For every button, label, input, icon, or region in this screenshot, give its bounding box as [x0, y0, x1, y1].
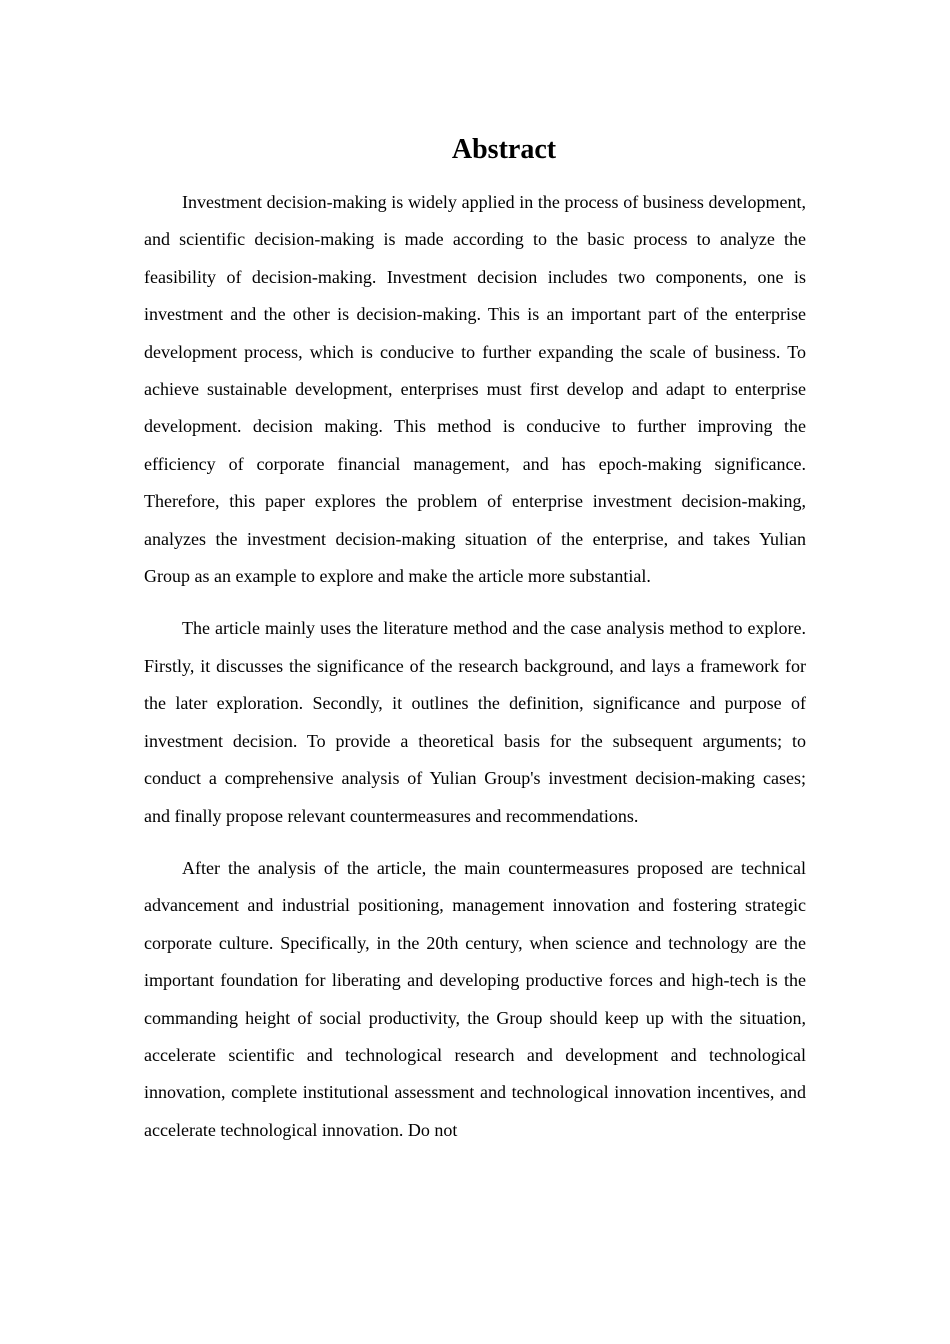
abstract-title: Abstract: [451, 134, 557, 165]
abstract-paragraph-2: The article mainly uses the literature method and the case analysis method to explore. Firstly, it discusses the significance of the research background, and lays a framework for the later exploration. Secondly, it outlines the definition, significance and purpose of investment decision. To provide a theoretical basis for the subsequent arguments; to conduct a comprehensive analysis of Yulian Group's investment decision-making cases; and finally propose relevant countermeasures and recommendations.: [144, 618, 806, 826]
abstract-body: [144, 184, 806, 1149]
abstract-paragraph-3: After the analysis of the article, the main countermeasures proposed are technical advancement and industrial positioning, management innovation and fostering strategic corporate culture. Specifically, in the 20th century, when science and technology are the important foundation for liberating and developing productive forces and high-tech is the commanding height of social productivity, the Group should keep up with the situation, accelerate scientific and technological research and development and technological innovation, complete institutional assessment and technological innovation incentives, and accelerate technological innovation. Do not: [144, 857, 806, 1140]
abstract-paragraph-1: Investment decision-making is widely applied in the process of business development, and scientific decision-making is made according to the basic process to analyze the feasibility of decision-making. Investment decision includes two components, one is investment and the other is decision-making. This is an important part of the enterprise development process, which is conducive to further expanding the scale of business. To achieve sustainable development, enterprises must first develop and adapt to enterprise development. decision making. This method is conducive to further improving the efficiency of corporate financial management, and has epoch-making significance. Therefore, this paper explores the problem of enterprise investment decision-making, analyzes the investment decision-making situation of the enterprise, and takes Yulian Group as an example to explore and make the article more substantial.: [144, 192, 806, 587]
document-page: [144, 128, 806, 1164]
